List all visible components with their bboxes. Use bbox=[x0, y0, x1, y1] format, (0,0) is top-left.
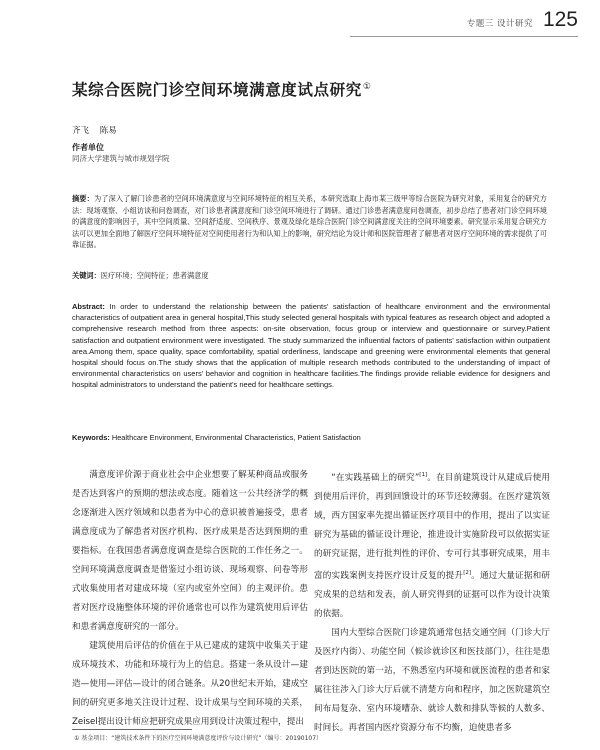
affiliation-label: 作者单位 bbox=[72, 143, 104, 152]
abstract-cn-label: 摘要： bbox=[72, 194, 94, 203]
keywords-en-text: Healthcare Environment, Environmental Characteristics, Patient Satisfaction bbox=[111, 433, 361, 442]
title-note-mark: ① bbox=[362, 81, 372, 92]
abstract-en-text: In order to understand the relationship between the patients' satisfaction of healthcare environment and the environmental characteristics of outpatient area in general hospital,This study selected general hospitals with typical features as research object and adopted a comprehensive research method from three aspects: on-site observation, focus group or interview and questionnaire or survey.Patient satisfaction and outpatient environment were investigated. The study summarized the influential factors of patients' satisfaction within outpatient area.Among them, space quality, space comfortability, spatial orderliness, landscape and greening were environmental elements that general hospital should focus on.The study shows that the application of multiple research methods contributed to the understanding of impact of environmental characteristics on users' behavior and cognition in healthcare facilities.The findings provide reliable evidence for designers and hospital administrators to understand the patient's need for healthcare settings. bbox=[72, 302, 550, 390]
article-title bbox=[72, 78, 371, 100]
abstract-chinese bbox=[72, 193, 547, 251]
abstract-cn-text: 为了深入了解门诊患者的空间环境满意度与空间环境特征的相互关系，本研究选取上海市某三级甲等综合医院为研究对象，采用复合的研究方法：现场观察、小组访谈和问卷调查，对门诊患者满意度和门诊空间环境进行了调研。通过门诊患者满意度问卷调查，初步总结了患者对门诊空间环境的满意度的影响因子，其中空间质量、空间舒适度、空间秩序、景观及绿化是综合医院门诊空间满意度关注的空间环境要素。研究显示采用复合研究方法可以更加全面地了解医疗空间环境特征对空间使用者行为和认知上的影响，研究结论为设计师和医院管理者了解患者对医疗空间环境的需求提供了可靠证据。 bbox=[72, 194, 547, 249]
body-paragraph: 满意度评价源于商业社会中企业想要了解某种商品或服务是否达到客户的预期的想法或态度。随着这一公共经济学的概念逐渐进入医疗领域和以患者为中心的意识被普遍接受，患者满意度成为了解患者对医疗机构、医疗成果是否达到预期的重要指标。在我国患者满意度调查是综合医院的工作任务之一。空间环境满意度调查是借鉴过小组访谈、现场观察、问卷等形式收集使用者对建成环境（室内或室外空间）的主观评价。患者对医疗设施整体环境的评价通常也可以作为建筑使用后评估和患者满意度研究的一部分。 bbox=[72, 470, 308, 632]
citation-ref: [1] bbox=[419, 472, 428, 478]
body-paragraph bbox=[314, 466, 550, 624]
keywords-english bbox=[72, 433, 361, 442]
header-divider bbox=[350, 36, 578, 37]
body-paragraph: 建筑使用后评估的价值在于从已建成的建筑中收集关于建成环境技术、功能和环境行为上的信息。搭建一条从设计—建造—使用—评估—设计的闭合链条。从20世纪末开始，建成空间的研究更多地关注设计过程、设计成果与空间环境的关系，Zeisel提出设计师应把研究成果应用到设计决策过程中，提出 bbox=[72, 641, 308, 727]
keywords-chinese bbox=[72, 271, 209, 281]
footnote: ① 基金项目：“建筑技术条件下的医疗空间环境满意度评价与设计研究”（编号：20190107） bbox=[74, 735, 323, 742]
keywords-cn-text: 医疗环境；空间特征；患者满意度 bbox=[100, 271, 209, 280]
quoted-phrase: “在实践基础上的研究” bbox=[331, 472, 420, 483]
keywords-cn-label: 关键词： bbox=[72, 271, 101, 280]
body-text: 。在目前建筑设计从建成后使用到使用后评价，再到回馈设计的环节还较薄弱。在医疗建筑领域，西方国家率先提出循证医疗项目中的作用，提出了以实证研究为基础的循证设计理论，推进设计实施阶段可以依据实证的研究证据，进行批判性的评价、专可行其事研究成果，用丰富的实践案例支持医疗设计反复的提升 bbox=[314, 472, 550, 581]
body-column-left bbox=[72, 466, 308, 732]
title-text: 某综合医院门诊空间环境满意度试点研究 bbox=[72, 81, 362, 99]
footnote-divider bbox=[72, 729, 192, 730]
citation-ref: [2] bbox=[463, 569, 471, 576]
body-column-right bbox=[314, 466, 550, 738]
abstract-english bbox=[72, 301, 550, 391]
abstract-en-label: Abstract: bbox=[72, 302, 105, 311]
keywords-en-label: Keywords: bbox=[72, 433, 110, 442]
running-header bbox=[467, 8, 578, 32]
affiliation: 同济大学建筑与城市规划学院 bbox=[72, 154, 170, 163]
section-label: 专题三 设计研究 bbox=[466, 19, 533, 29]
authors: 齐飞 陈易 bbox=[72, 126, 117, 136]
body-text: 。通过大量证据和研究成果的总结和发表，前人研究得到的证据可以作为设计决策的依据。 bbox=[314, 570, 550, 619]
body-paragraph: 国内大型综合医院门诊建筑通常包括交通空间（门诊大厅及医疗内街）、功能空间（候诊就诊区和医技部门），往往是患者到达医院的第一站，不熟悉室内环境和就医流程的患者和家属往往涉入门诊大厅后就不清楚方向和程序，加之医院建筑空间布局复杂、室内环境嘈杂、就诊人数和排队等候的人数多、时间长。再者国内医疗资源分布不均衡，迫使患者多 bbox=[314, 627, 550, 733]
page-number: 125 bbox=[542, 8, 578, 31]
